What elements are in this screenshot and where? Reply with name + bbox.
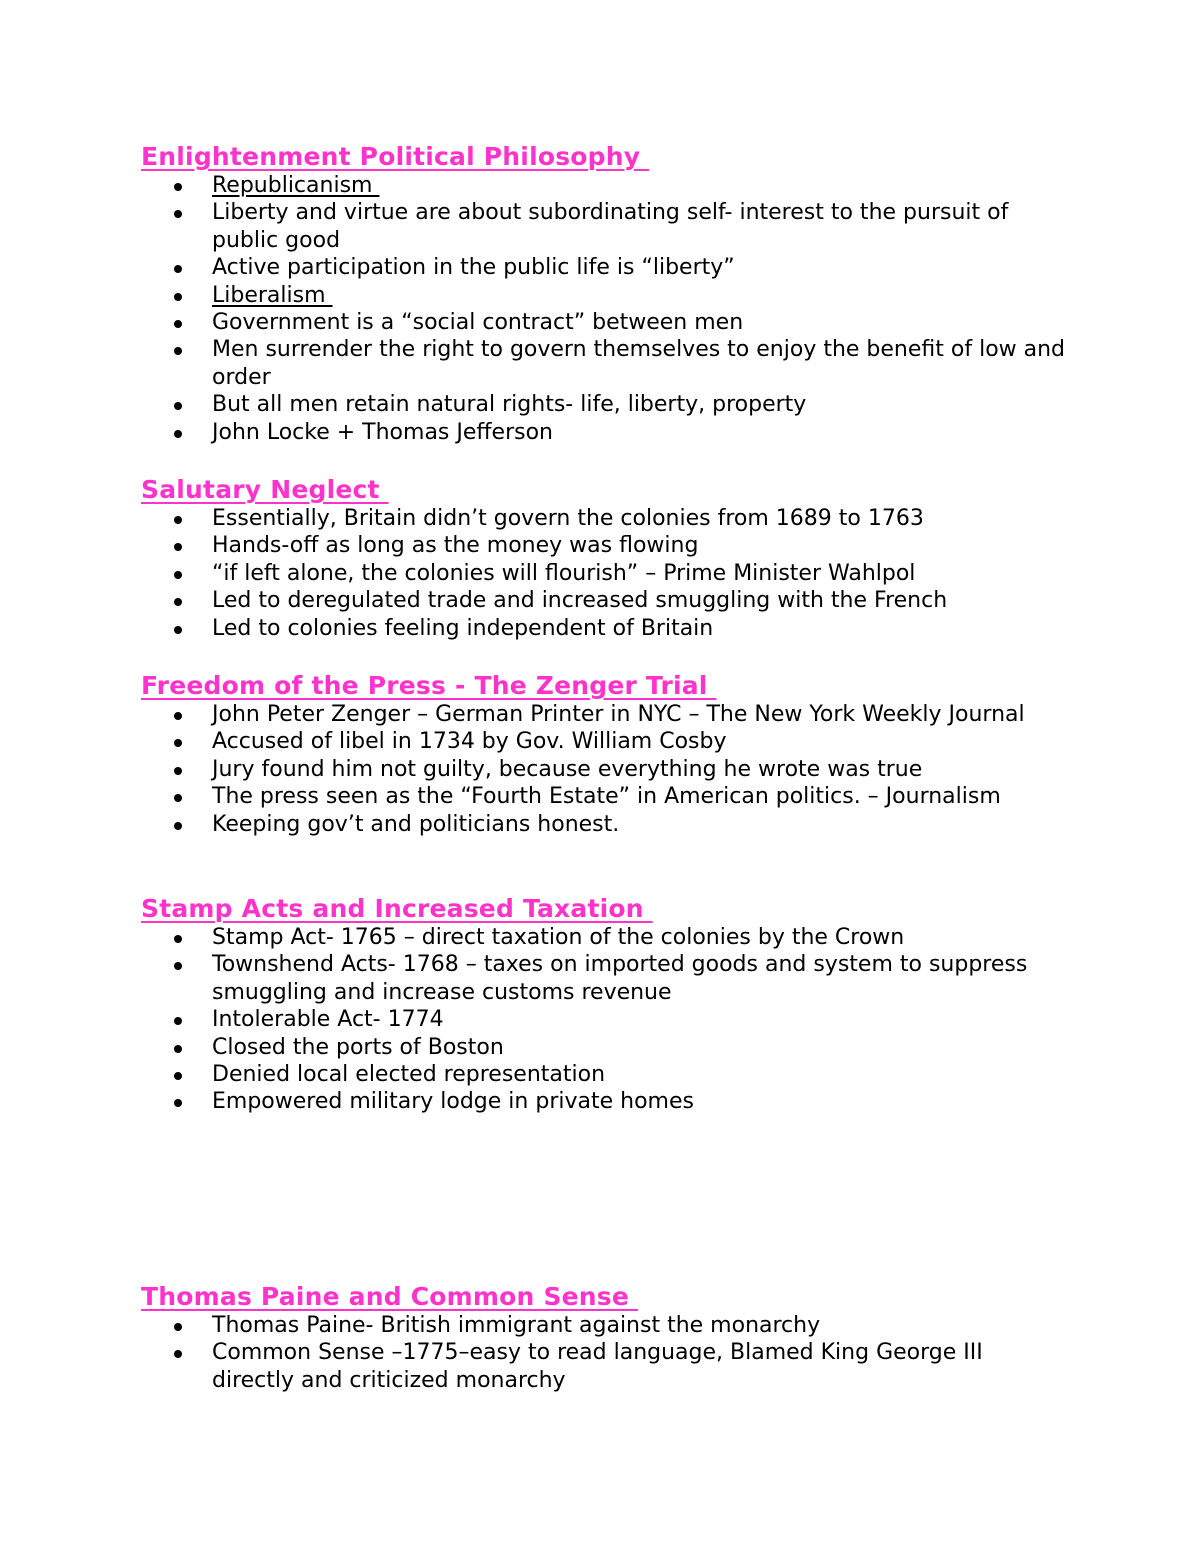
section-heading: Salutary Neglect — [141, 475, 389, 504]
list-item: Jury found him not guilty, because everything he wrote was true — [141, 756, 1071, 783]
section-heading: Stamp Acts and Increased Taxation — [141, 894, 653, 923]
list-item: “if left alone, the colonies will flourish” – Prime Minister Wahlpol — [141, 560, 1071, 587]
list-item: But all men retain natural rights- life, liberty, property — [141, 391, 1071, 418]
list-item: Townshend Acts- 1768 – taxes on imported goods and system to suppress smuggling and increase customs revenue — [141, 951, 1071, 1006]
list-item: Denied local elected representation — [141, 1061, 1071, 1088]
bullet-list — [141, 701, 1071, 838]
list-item: Led to deregulated trade and increased smuggling with the French — [141, 587, 1071, 614]
section-thomas-paine — [141, 1282, 1071, 1394]
section-zenger-trial — [141, 671, 1071, 838]
list-item: Common Sense –1775–easy to read language, Blamed King George III directly and criticized monarchy — [141, 1339, 1071, 1394]
section-heading: Freedom of the Press - The Zenger Trial — [141, 671, 717, 700]
section-stamp-acts — [141, 894, 1071, 1116]
list-item: Essentially, Britain didn’t govern the colonies from 1689 to 1763 — [141, 505, 1071, 532]
bullet-list — [141, 924, 1071, 1116]
section-salutary-neglect — [141, 475, 1071, 642]
list-item: The press seen as the “Fourth Estate” in American politics. – Journalism — [141, 783, 1071, 810]
section-enlightenment — [141, 142, 1071, 446]
list-item: Led to colonies feeling independent of Britain — [141, 615, 1071, 642]
section-heading: Enlightenment Political Philosophy — [141, 142, 650, 171]
list-item: Active participation in the public life is “liberty” — [141, 254, 1071, 281]
list-item: Liberty and virtue are about subordinating self- interest to the pursuit of public good — [141, 199, 1071, 254]
bullet-list — [141, 172, 1071, 446]
list-item: Keeping gov’t and politicians honest. — [141, 811, 1071, 838]
list-item: Closed the ports of Boston — [141, 1034, 1071, 1061]
list-item: Stamp Act- 1765 – direct taxation of the colonies by the Crown — [141, 924, 1071, 951]
list-item: Hands-off as long as the money was flowing — [141, 532, 1071, 559]
subheading-underlined: Liberalism — [212, 282, 333, 308]
list-item: Accused of libel in 1734 by Gov. William Cosby — [141, 728, 1071, 755]
list-item: Men surrender the right to govern themselves to enjoy the benefit of low and order — [141, 336, 1071, 391]
section-heading: Thomas Paine and Common Sense — [141, 1282, 638, 1311]
list-item: John Locke + Thomas Jefferson — [141, 419, 1071, 446]
bullet-list — [141, 1312, 1071, 1394]
subheading-underlined: Republicanism — [212, 173, 380, 198]
bullet-list — [141, 505, 1071, 642]
list-item — [141, 172, 1071, 199]
list-item: Thomas Paine- British immigrant against the monarchy — [141, 1312, 1071, 1339]
list-item — [141, 282, 1071, 309]
list-item: Intolerable Act- 1774 — [141, 1006, 1071, 1033]
list-item: John Peter Zenger – German Printer in NYC – The New York Weekly Journal — [141, 701, 1071, 728]
list-item: Empowered military lodge in private homes — [141, 1088, 1071, 1115]
list-item: Government is a “social contract” between men — [141, 309, 1071, 336]
